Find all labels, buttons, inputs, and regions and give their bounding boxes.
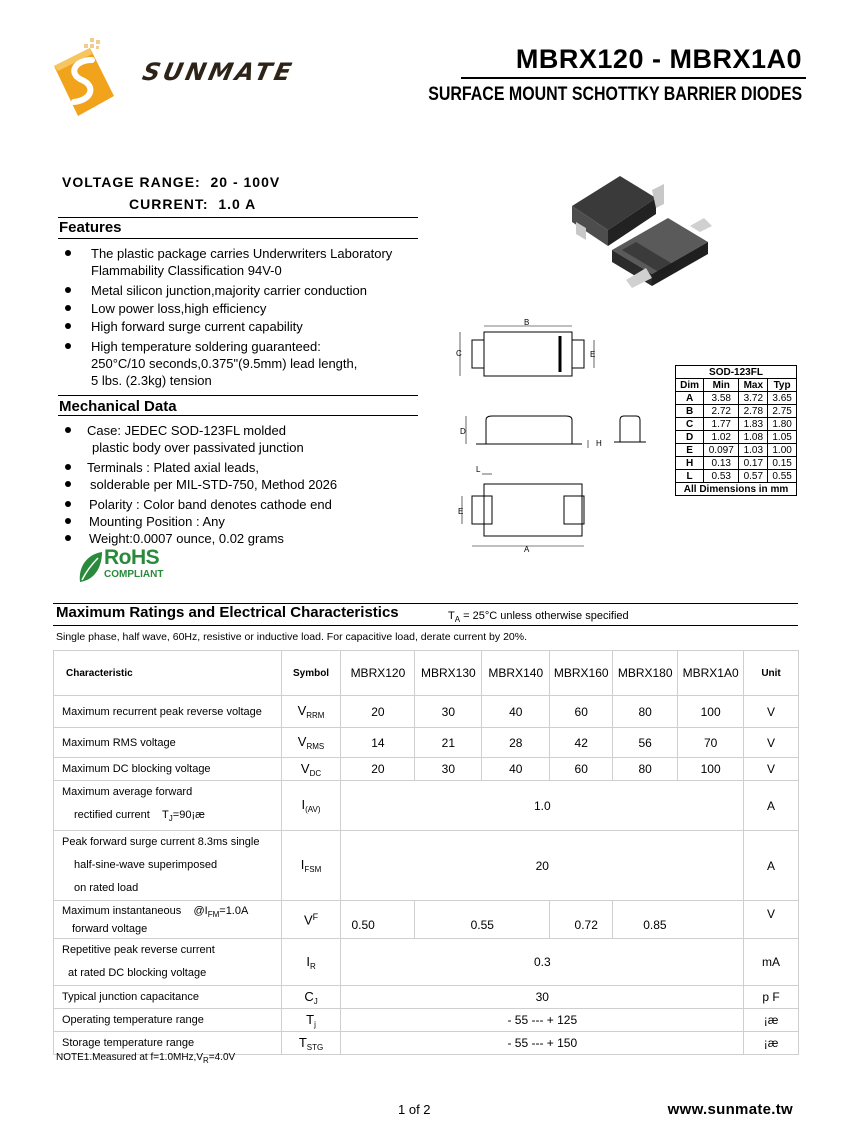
row-unit: mA (744, 939, 799, 986)
dims-table-footer: All Dimensions in mm (676, 483, 797, 496)
ratings-condition-sub: A (454, 615, 461, 624)
row-symbol: $T_j$ (281, 1009, 341, 1032)
dim-label-e-bottom: E (458, 507, 464, 516)
dim-label-l: L (476, 465, 481, 474)
dim-label-a: A (524, 545, 530, 554)
row-value: 60 (550, 758, 613, 781)
mechanical-top-rule (58, 395, 418, 396)
row-label: Storage temperature range (54, 1032, 282, 1055)
mechanical-item (59, 476, 429, 493)
rohs-badge (76, 548, 176, 584)
mechanical-item-label: Weight (89, 531, 130, 546)
table-row (54, 986, 799, 1009)
row-value: 70 (678, 728, 744, 758)
side-view-body (486, 416, 572, 444)
mechanical-item (59, 513, 429, 530)
top-view-lead-right (572, 340, 584, 368)
row-label-line: on rated load (74, 882, 139, 894)
row-symbol: $I_{FSM}$ (281, 831, 341, 901)
row-value: 0.85 (613, 901, 744, 939)
dims-cell: 1.08 (739, 431, 768, 444)
mechanical-item-text: : Color band denotes cathode end (132, 497, 332, 512)
row-label: Typical junction capacitance (54, 986, 282, 1009)
dims-header: Min (704, 379, 739, 392)
feature-item: Flammability Classification 94V-0 (91, 263, 282, 278)
row-label-line: Maximum instantaneous $@I_{FM}=1.0A$ (62, 904, 249, 919)
dims-cell: 0.57 (739, 470, 768, 483)
row-unit: V (744, 901, 799, 939)
features-list (59, 245, 429, 389)
row-symbol: $I_{(AV)}$ (281, 781, 341, 831)
dims-row (676, 470, 797, 483)
ratings-title: Maximum Ratings and Electrical Characteristics (56, 604, 399, 621)
dims-row (676, 392, 797, 405)
row-value: 60 (550, 696, 613, 728)
ratings-condition (448, 610, 629, 624)
mechanical-item-label: Case (87, 423, 118, 438)
feature-item: High temperature soldering guaranteed: (59, 338, 429, 355)
current-label: CURRENT: (129, 196, 209, 212)
mechanical-item-text: : Any (192, 514, 225, 529)
voltage-range-value: 20 - 100V (210, 174, 281, 190)
row-unit: V (744, 728, 799, 758)
mechanical-item-text: : Plated axial leads, (142, 460, 259, 475)
dims-row (676, 405, 797, 418)
row-value: 30 (415, 758, 482, 781)
table-row (54, 758, 799, 781)
rohs-text: RoHS (104, 546, 160, 569)
dim-label-h: H (596, 439, 602, 448)
dims-cell: 0.15 (768, 457, 797, 470)
row-label-line: rectified current $T_J=90¡æ$ (74, 809, 205, 823)
row-value: 20 (341, 758, 415, 781)
bottom-view-pad-left (472, 496, 492, 524)
row-value: - 55 --- + 125 (341, 1009, 744, 1032)
ratings-table (53, 650, 799, 1055)
rohs-compliant: COMPLIANT (104, 569, 164, 580)
row-symbol: $V_{RRM}$ (281, 696, 341, 728)
feature-item: 5 lbs. (2.3kg) tension (91, 373, 212, 388)
dims-cell: 0.097 (704, 444, 739, 457)
dim-label-c: C (456, 349, 462, 358)
dims-cell: 3.72 (739, 392, 768, 405)
mechanical-item (59, 530, 429, 547)
top-view-lead-left (472, 340, 484, 368)
row-label: Maximum DC blocking voltage (54, 758, 282, 781)
row-label: Maximum recurrent peak reverse voltage (54, 696, 282, 728)
table-row (54, 728, 799, 758)
dim-label-e-top: E (590, 350, 596, 359)
dims-cell: B (676, 405, 704, 418)
row-value: 40 (482, 758, 550, 781)
row-symbol: $T_{STG}$ (281, 1032, 341, 1055)
current-rating (129, 196, 256, 212)
dims-cell: 0.13 (704, 457, 739, 470)
row-label: Operating temperature range (54, 1009, 282, 1032)
row-label-line: at rated DC blocking voltage (68, 967, 207, 979)
header-part: MBRX120 (341, 651, 415, 696)
part-subtitle: SURFACE MOUNT SCHOTTKY BARRIER DIODES (428, 84, 802, 105)
dims-cell: 0.17 (739, 457, 768, 470)
row-symbol: $V_{RMS}$ (281, 728, 341, 758)
header-part: MBRX160 (550, 651, 613, 696)
dims-cell: A (676, 392, 704, 405)
row-symbol: $I_R$ (281, 939, 341, 986)
row-value: 80 (613, 758, 678, 781)
row-value: 42 (550, 728, 613, 758)
row-unit: p F (744, 986, 799, 1009)
dims-cell: 0.55 (768, 470, 797, 483)
mechanical-item-text: : JEDEC SOD-123FL molded (117, 423, 286, 438)
voltage-range (62, 174, 280, 190)
current-value: 1.0 A (218, 196, 257, 212)
dims-cell: 3.65 (768, 392, 797, 405)
dims-cell: D (676, 431, 704, 444)
dims-cell: 0.53 (704, 470, 739, 483)
website-link[interactable]: www.sunmate.tw (667, 1101, 793, 1118)
row-label (54, 939, 282, 986)
mechanical-item-label: Terminals (87, 460, 143, 475)
bottom-view-pad-right (564, 496, 584, 524)
ratings-condition-t: T (448, 610, 455, 622)
row-value: 0.3 (341, 939, 744, 986)
dims-cell: 2.75 (768, 405, 797, 418)
dims-cell: 2.72 (704, 405, 739, 418)
mechanical-item-text: solderable per MIL-STD-750, Method 2026 (90, 477, 338, 492)
dims-header: Max (739, 379, 768, 392)
leaf-icon (76, 550, 104, 584)
dims-row (676, 431, 797, 444)
sunmate-logo-icon (52, 38, 152, 118)
table-row (54, 939, 799, 986)
title-rule (461, 77, 806, 79)
mechanical-item-text: plastic body over passivated junction (92, 440, 304, 455)
dims-cell: 3.58 (704, 392, 739, 405)
row-value: 21 (415, 728, 482, 758)
row-label-line: half-sine-wave superimposed (74, 859, 218, 871)
row-label-line: Maximum average forward (62, 786, 193, 798)
row-value: 0.55 (415, 901, 550, 939)
mechanical-bottom-rule (58, 415, 418, 416)
dims-cell: 1.77 (704, 418, 739, 431)
dims-header: Typ (768, 379, 797, 392)
row-value: 80 (613, 696, 678, 728)
mechanical-item (59, 439, 429, 456)
header-symbol: Symbol (281, 651, 341, 696)
ratings-header-row (54, 651, 799, 696)
table-row (54, 696, 799, 728)
feature-item: Metal silicon junction,majority carrier conduction (59, 282, 429, 299)
dims-cell: 2.78 (739, 405, 768, 418)
row-value: 0.50 (341, 901, 415, 939)
table-row (54, 781, 799, 831)
dims-cell: 1.05 (768, 431, 797, 444)
row-unit: A (744, 781, 799, 831)
header-part: MBRX1A0 (678, 651, 744, 696)
row-value: 100 (678, 758, 744, 781)
page-number: 1 of 2 (398, 1102, 431, 1117)
row-symbol: $C_J$ (281, 986, 341, 1009)
bottom-view-body (484, 484, 582, 536)
row-label-line: Repetitive peak reverse current (62, 944, 215, 956)
voltage-range-label: VOLTAGE RANGE: (62, 174, 201, 190)
row-value: 0.72 (550, 901, 613, 939)
ratings-note: Single phase, half wave, 60Hz, resistive or inductive load. For capacitive load, derate current by 20%. (56, 631, 527, 643)
row-value: 14 (341, 728, 415, 758)
dims-row (676, 444, 797, 457)
dims-row (676, 418, 797, 431)
brand-name: SUNMATE (140, 58, 297, 86)
row-label-line: Peak forward surge current 8.3ms single (62, 836, 260, 848)
row-value: - 55 --- + 150 (341, 1032, 744, 1055)
mechanical-item (59, 496, 429, 513)
table-row (54, 901, 799, 939)
package-photo (560, 168, 720, 296)
feature-item: The plastic package carries Underwriters Laboratory (59, 245, 429, 262)
dims-cell: 1.00 (768, 444, 797, 457)
row-value: 20 (341, 831, 744, 901)
row-label-line: forward voltage (72, 922, 148, 935)
mechanical-list (59, 422, 429, 547)
row-value: 100 (678, 696, 744, 728)
dims-cell: C (676, 418, 704, 431)
dims-cell: L (676, 470, 704, 483)
ratings-bottom-rule (53, 625, 798, 626)
header-part: MBRX130 (415, 651, 482, 696)
mechanical-item-label: Mounting Position (89, 514, 193, 529)
mechanical-title: Mechanical Data (59, 398, 177, 415)
features-bottom-rule (58, 238, 418, 239)
feature-item: 250°C/10 seconds,0.375"(9.5mm) lead length, (91, 356, 358, 371)
mechanical-item-label: Polarity (89, 497, 133, 512)
header-unit: Unit (744, 651, 799, 696)
dims-header: Dim (676, 379, 704, 392)
row-unit: A (744, 831, 799, 901)
dims-cell: 1.80 (768, 418, 797, 431)
mechanical-item (59, 422, 429, 439)
table-row (54, 1009, 799, 1032)
part-title: MBRX120 - MBRX1A0 (515, 44, 802, 74)
dims-cell: H (676, 457, 704, 470)
dims-cell: E (676, 444, 704, 457)
row-value: 1.0 (341, 781, 744, 831)
footnote-text: NOTE1.Measured at f=1.0MHz,V (56, 1052, 204, 1063)
row-unit: ¡æ (744, 1009, 799, 1032)
dims-cell: 1.83 (739, 418, 768, 431)
row-value: 30 (415, 696, 482, 728)
footnote (56, 1052, 235, 1065)
header-characteristic: Characteristic (54, 651, 282, 696)
row-value: 28 (482, 728, 550, 758)
header-part: MBRX140 (482, 651, 550, 696)
dims-row (676, 457, 797, 470)
dim-label-b: B (524, 318, 530, 327)
row-unit: ¡æ (744, 1032, 799, 1055)
row-label (54, 831, 282, 901)
header-part: MBRX180 (613, 651, 678, 696)
feature-item: Low power loss,high efficiency (59, 300, 429, 317)
row-value: 20 (341, 696, 415, 728)
dimensions-table (675, 365, 797, 496)
row-label (54, 781, 282, 831)
row-unit: V (744, 696, 799, 728)
dimension-drawings (452, 316, 662, 556)
features-title: Features (59, 219, 122, 236)
row-value: 30 (341, 986, 744, 1009)
feature-item: High forward surge current capability (59, 318, 429, 335)
ratings-condition-rest: = 25°C unless otherwise specified (460, 610, 629, 622)
table-row (54, 831, 799, 901)
footnote-sub: R (203, 1056, 209, 1065)
row-value: 56 (613, 728, 678, 758)
row-symbol: $V^F$ (281, 901, 341, 939)
row-label (54, 901, 282, 939)
dims-cell: 1.03 (739, 444, 768, 457)
dim-label-d: D (460, 427, 466, 436)
dims-table-title: SOD-123FL (676, 366, 797, 379)
mechanical-item-text: :0.0007 ounce, 0.02 grams (129, 531, 284, 546)
row-unit: V (744, 758, 799, 781)
row-label: Maximum RMS voltage (54, 728, 282, 758)
dims-cell: 1.02 (704, 431, 739, 444)
end-view-body (620, 416, 640, 442)
features-top-rule (58, 217, 418, 218)
row-value: 40 (482, 696, 550, 728)
row-symbol: $V_{DC}$ (281, 758, 341, 781)
footnote-rest: =4.0V (208, 1052, 236, 1063)
mechanical-item (59, 459, 429, 476)
